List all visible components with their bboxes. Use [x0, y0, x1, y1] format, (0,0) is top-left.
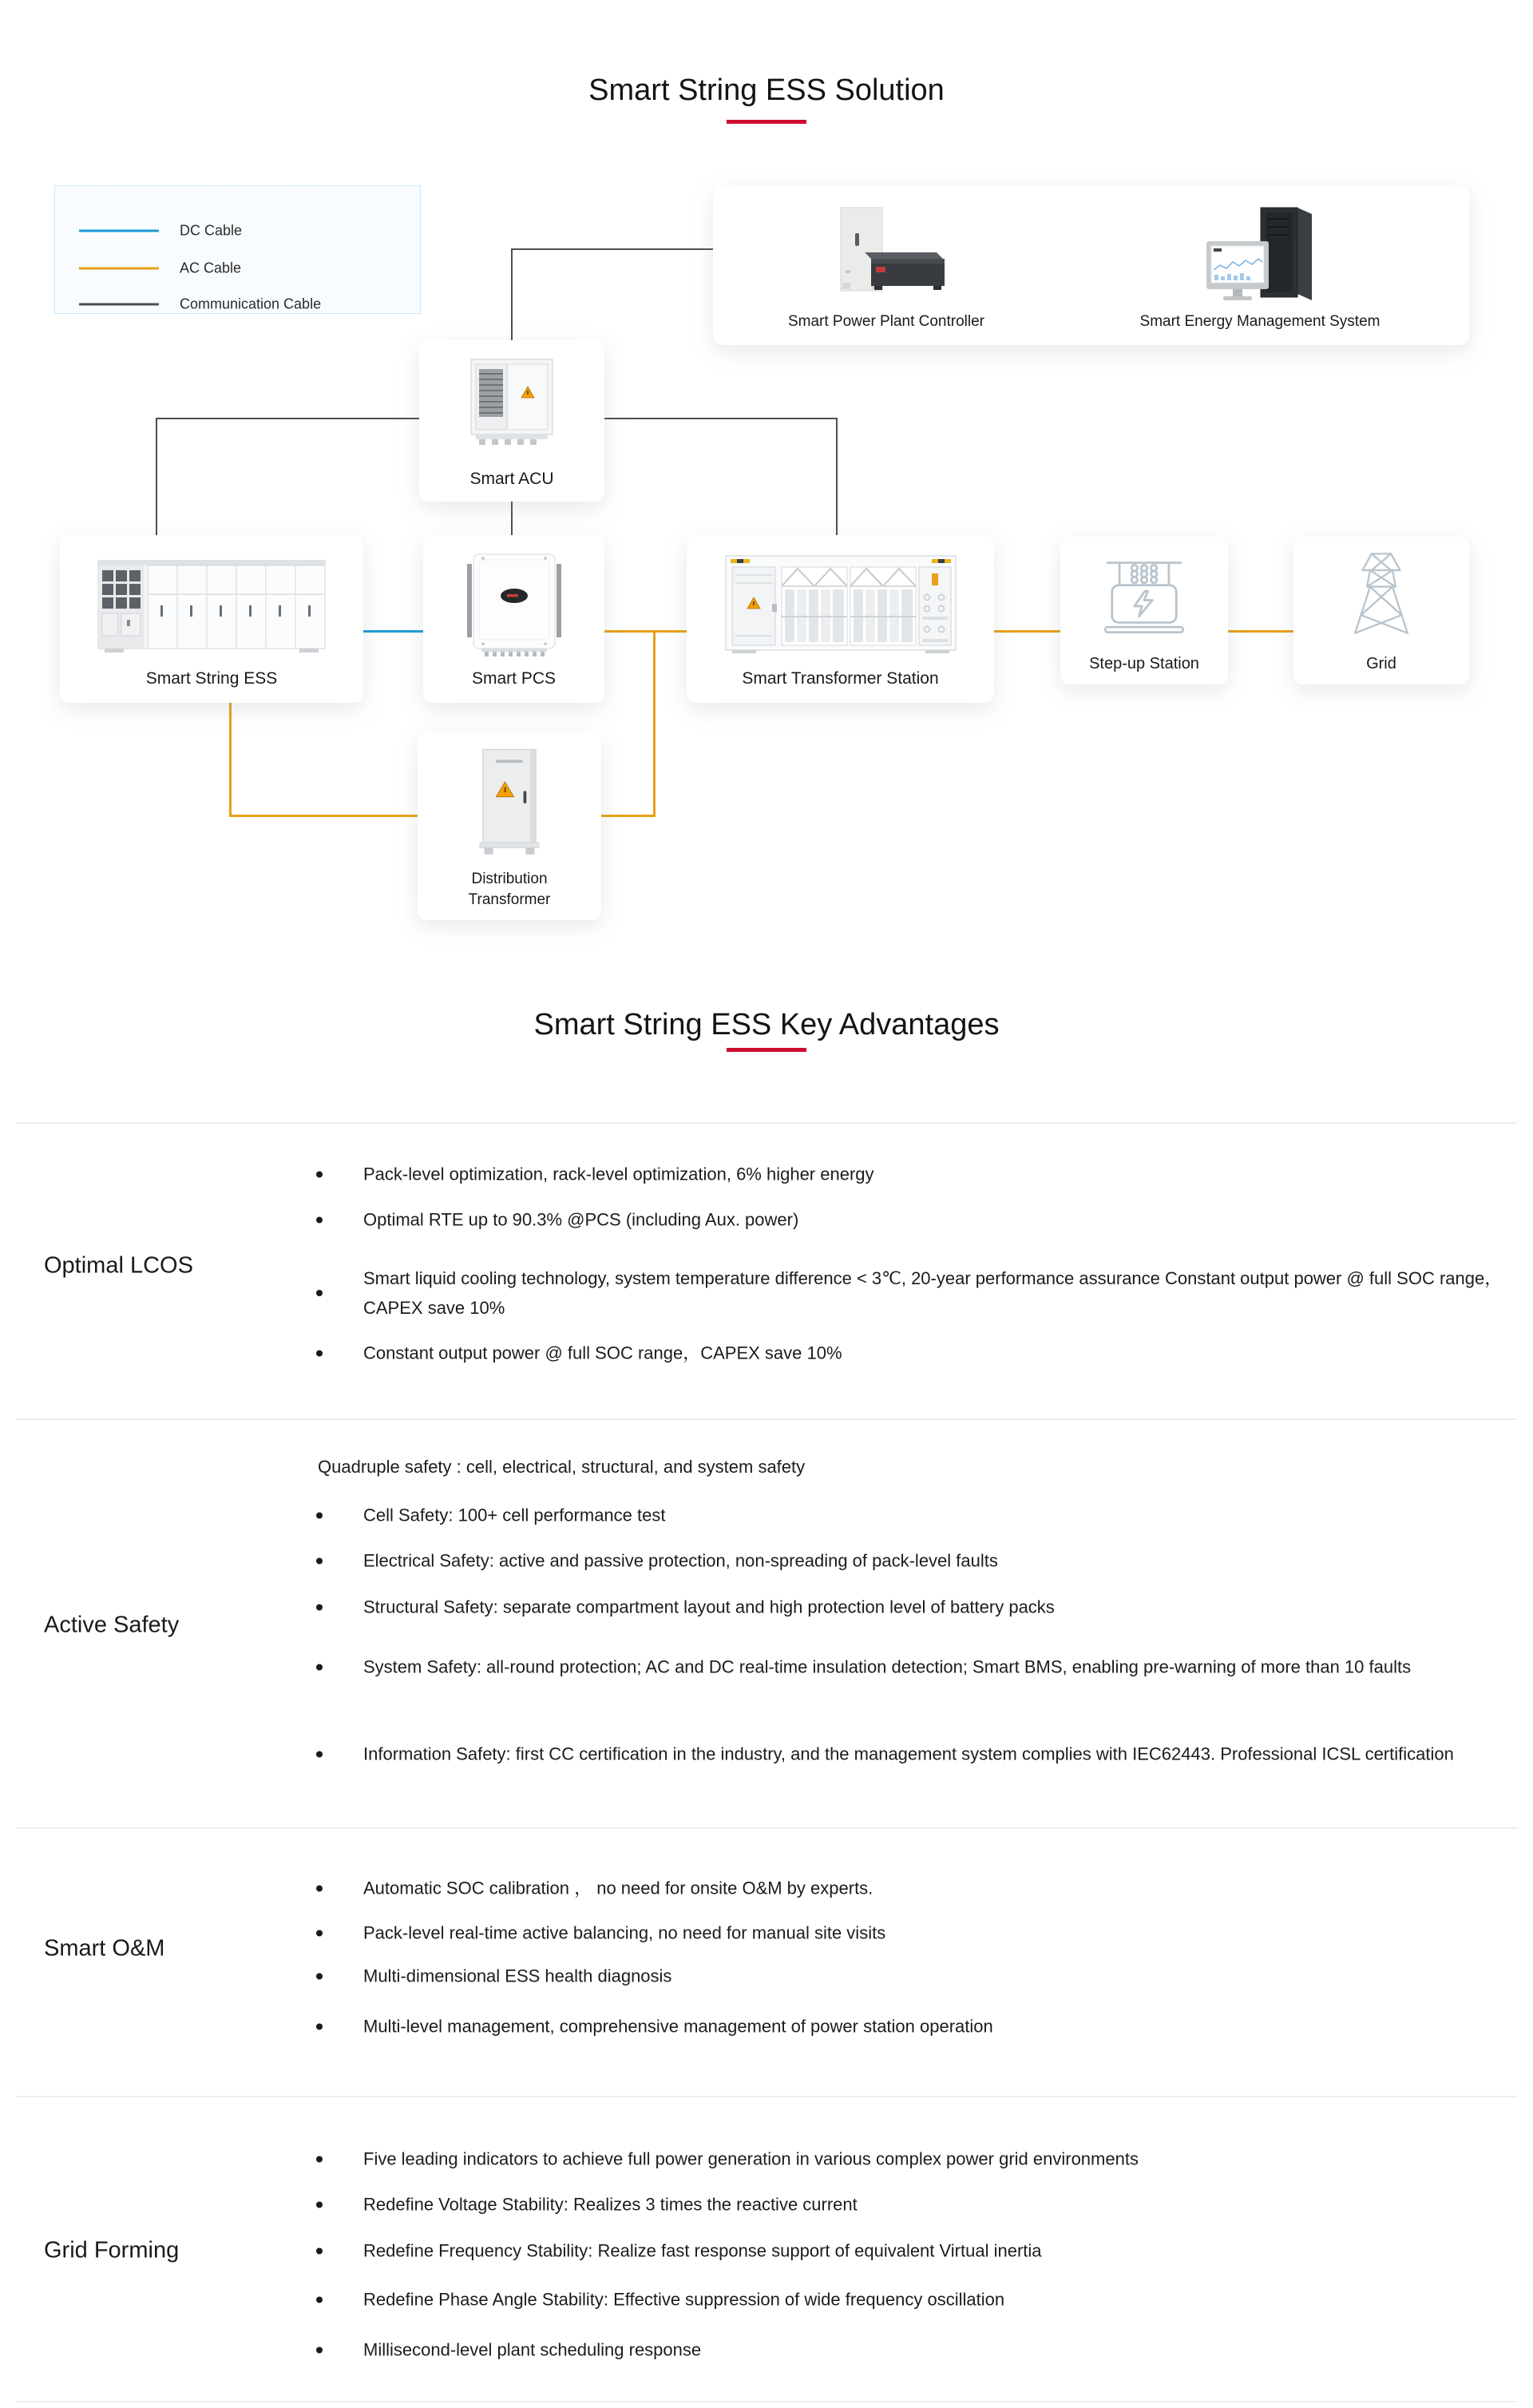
- comm-cable-wire: [156, 418, 419, 419]
- smart-acu-label: Smart ACU: [469, 470, 554, 488]
- list-item: [316, 1339, 1529, 1368]
- bullet-text: Millisecond-level plant scheduling response: [363, 2339, 702, 2360]
- list-item: [316, 1264, 1529, 1323]
- bullet-dot: [316, 1512, 323, 1518]
- ac-cable-wire: [229, 703, 232, 816]
- bullet-dot: [316, 1930, 323, 1936]
- ac-cable-wire: [601, 815, 656, 817]
- smart-transformer-station-image: [721, 548, 961, 657]
- list-item: [316, 2285, 1529, 2315]
- bullet-text: Multi-level management, comprehensive management of power station operation: [363, 2016, 993, 2037]
- smart-transformer-station-label: Smart Transformer Station: [742, 669, 939, 688]
- bullet-text: Smart liquid cooling technology, system temperature difference < 3℃, 20-year performance assurance Constant output power @ full SOC range，CAPEX save 10%: [363, 1268, 1503, 1318]
- bullet-dot: [316, 1885, 323, 1891]
- bullet-dot: [316, 2201, 323, 2208]
- distribution-transformer-node: [418, 732, 601, 920]
- bullet-text: Multi-dimensional ESS health diagnosis: [363, 1966, 672, 1986]
- list-item: [316, 2236, 1529, 2266]
- advantages-title-underline: [727, 1048, 806, 1052]
- bullet-text: Five leading indicators to achieve full power generation in various complex power grid environments: [363, 2148, 1139, 2169]
- legend-item-comm: [79, 296, 321, 313]
- bullet-text: Redefine Phase Angle Stability: Effective suppression of wide frequency oscillation: [363, 2289, 1005, 2310]
- smart-pcs-image: [462, 546, 566, 658]
- bullet-dot: [316, 1751, 323, 1757]
- comm-cable-wire: [604, 418, 838, 419]
- grid-node: [1293, 537, 1469, 684]
- bullet-dot: [316, 2247, 323, 2254]
- smart-transformer-station-node: [687, 535, 994, 703]
- comm-cable-wire: [511, 248, 513, 340]
- grid-tower-icon: [1333, 546, 1430, 641]
- list-item: [316, 2144, 1529, 2174]
- title-underline: [727, 120, 806, 124]
- energy-management-system-label: Smart Energy Management System: [1139, 313, 1380, 330]
- ac-cable-wire: [229, 815, 418, 817]
- table-separator: [16, 2401, 1517, 2402]
- bullet-dot: [316, 2347, 323, 2353]
- step-up-station-label: Step-up Station: [1089, 655, 1199, 672]
- bullet-dot: [316, 1557, 323, 1564]
- legend-label: Communication Cable: [180, 296, 322, 312]
- legend-label: AC Cable: [180, 260, 242, 276]
- list-item: [316, 1546, 1529, 1576]
- list-item: [316, 2190, 1529, 2220]
- distribution-transformer-label-line1: Distribution: [471, 871, 548, 887]
- smart-string-ess-label: Smart String ESS: [145, 669, 278, 688]
- distribution-transformer-label: [418, 869, 601, 910]
- table-separator: [16, 1418, 1517, 1420]
- smart-string-ess-image: [92, 549, 331, 655]
- comm-cable-wire: [511, 502, 513, 535]
- table-separator: [16, 2096, 1517, 2097]
- management-node-card: [713, 185, 1469, 345]
- bullet-dot: [316, 2156, 323, 2162]
- bullet-text: Structural Safety: separate compartment layout and high protection level of battery packs: [363, 1597, 1055, 1617]
- distribution-transformer-label-line2: Transformer: [468, 891, 551, 908]
- ac-cable-wire: [994, 630, 1060, 633]
- bullet-text: Automatic SOC calibration ， no need for onsite O&M by experts.: [363, 1878, 873, 1898]
- ac-cable-swatch: [79, 268, 159, 270]
- smart-acu-node: [419, 340, 604, 502]
- list-item: [316, 1160, 1529, 1189]
- list-item: [316, 1501, 1529, 1530]
- legend-item-dc: [79, 223, 242, 240]
- list-item: [316, 1918, 1529, 1948]
- smart-string-ess-node: [60, 535, 363, 703]
- list-item: [316, 1205, 1529, 1235]
- comm-cable-wire: [836, 418, 838, 535]
- quadruple-safety-intro: Quadruple safety : cell, electrical, structural, and system safety: [318, 1457, 806, 1477]
- power-plant-controller-group: [757, 193, 1016, 339]
- list-item: [316, 1740, 1529, 1769]
- bullet-text: Optimal RTE up to 90.3% @PCS (including Aux. power): [363, 1209, 799, 1230]
- ac-cable-wire: [604, 630, 687, 633]
- power-plant-controller-label: Smart Power Plant Controller: [787, 313, 985, 330]
- distribution-transformer-image: [465, 744, 554, 862]
- bullet-text: System Safety: all-round protection; AC and DC real-time insulation detection; Smart BMS, enabling pre-warning of more than 10 faults: [363, 1656, 1412, 1677]
- smart-pcs-node: [423, 535, 604, 703]
- bullet-text: Redefine Voltage Stability: Realizes 3 times the reactive current: [363, 2194, 858, 2215]
- bullet-dot: [316, 1664, 323, 1670]
- row-category-grid-forming: Grid Forming: [44, 2237, 180, 2263]
- ac-cable-wire: [1228, 630, 1293, 633]
- list-item: [316, 1962, 1529, 1991]
- list-item: [316, 2335, 1529, 2365]
- bullet-text: Redefine Frequency Stability: Realize fast response support of equivalent Virtual inertia: [363, 2240, 1042, 2261]
- bullet-dot: [316, 2023, 323, 2029]
- page-title: Smart String ESS Solution: [588, 73, 945, 107]
- list-item: [316, 1874, 1529, 1903]
- bullet-text: Electrical Safety: active and passive protection, non-spreading of pack-level faults: [363, 1550, 998, 1571]
- row-category-smart-om: Smart O&M: [44, 1935, 165, 1962]
- communication-cable-swatch: [79, 303, 159, 306]
- energy-management-system-group: [1084, 193, 1436, 339]
- energy-management-system-image: [1192, 203, 1328, 308]
- bullet-dot: [316, 1171, 323, 1177]
- smart-pcs-label: Smart PCS: [471, 669, 557, 688]
- bullet-dot: [316, 2296, 323, 2303]
- power-plant-controller-image: [818, 203, 954, 307]
- grid-label: Grid: [1366, 655, 1396, 672]
- legend-label: DC Cable: [180, 222, 243, 239]
- dc-cable-wire: [363, 630, 423, 633]
- legend-box: [54, 185, 421, 314]
- bullet-dot: [316, 1604, 323, 1610]
- bullet-dot: [316, 1216, 323, 1223]
- smart-acu-image: [460, 353, 564, 450]
- table-separator: [16, 1122, 1517, 1124]
- legend-item-ac: [79, 260, 241, 277]
- bullet-text: Cell Safety: 100+ cell performance test: [363, 1505, 666, 1525]
- row-category-optimal-lcos: Optimal LCOS: [44, 1252, 193, 1279]
- bullet-dot: [316, 1350, 323, 1356]
- bullet-dot: [316, 1973, 323, 1979]
- list-item: [316, 1652, 1529, 1682]
- comm-cable-wire: [511, 248, 713, 250]
- row-category-active-safety: Active Safety: [44, 1612, 180, 1638]
- bullet-text: Pack-level optimization, rack-level optimization, 6% higher energy: [363, 1164, 874, 1184]
- list-item: [316, 1593, 1529, 1622]
- advantages-title: Smart String ESS Key Advantages: [533, 1008, 1000, 1041]
- bullet-text: Pack-level real-time active balancing, no need for manual site visits: [363, 1922, 886, 1943]
- bullet-dot: [316, 1290, 323, 1296]
- table-separator: [16, 1827, 1517, 1829]
- bullet-text: Constant output power @ full SOC range，CAPEX save 10%: [363, 1343, 842, 1363]
- list-item: [316, 2012, 1529, 2041]
- ac-cable-wire: [653, 630, 656, 816]
- step-up-station-icon: [1095, 546, 1193, 641]
- comm-cable-wire: [156, 418, 157, 535]
- step-up-station-node: [1060, 537, 1228, 684]
- dc-cable-swatch: [79, 230, 159, 232]
- bullet-text: Information Safety: first CC certification in the industry, and the management system complies with IEC62443. Professional ICSL certification: [363, 1744, 1454, 1764]
